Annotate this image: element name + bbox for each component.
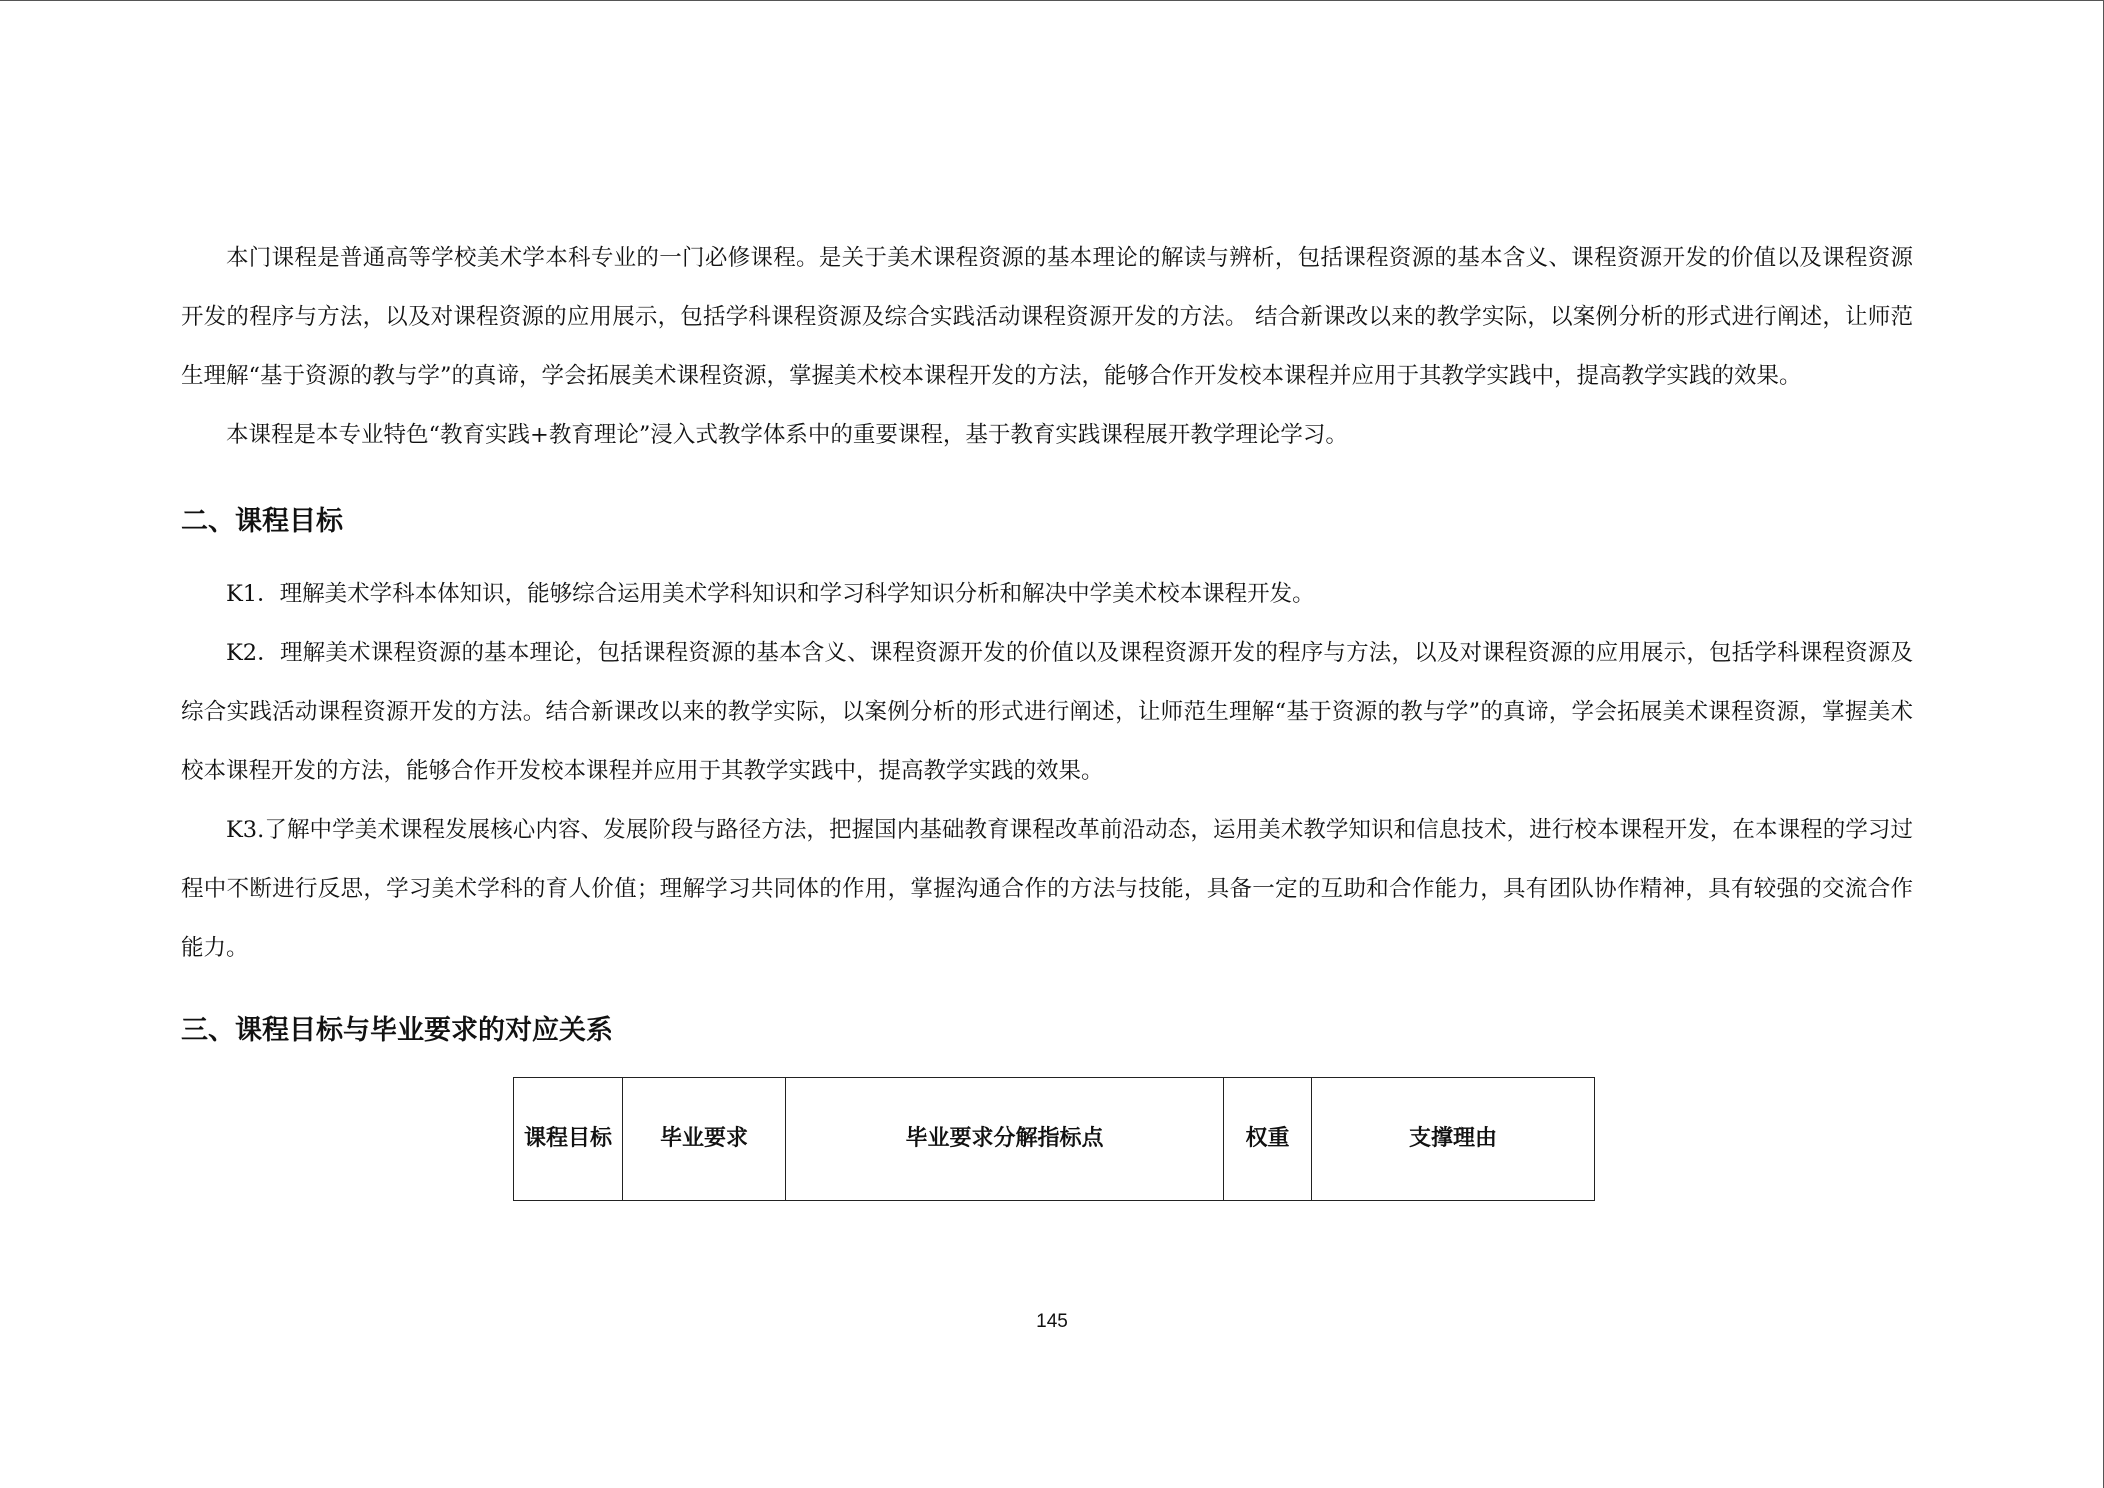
header-support-reason: 支撑理由 [1312,1078,1595,1201]
header-indicator-points: 毕业要求分解指标点 [786,1078,1224,1201]
objective-k3: K3.了解中学美术课程发展核心内容、发展阶段与路径方法，把握国内基础教育课程改革前沿动态，运用美术教学知识和信息技术，进行校本课程开发，在本课程的学习过程中不断进行反思，学习美术学科的育人价值；理解学习共同体的作用，掌握沟通合作的方法与技能，具备一定的互助和合作能力，具有团队协作精神，具有较强的交流合作能力。 [181,817,1913,961]
page-number: 145 [1036,1311,1068,1332]
section-heading-objectives-mapping: 三、课程目标与毕业要求的对应关系 [181,1014,613,1046]
header-course-objective: 课程目标 [514,1078,623,1201]
intro-paragraph-2: 本课程是本专业特色“教育实践+教育理论”浸入式教学体系中的重要课程，基于教育实践课程展开教学理论学习。 [226,422,1348,448]
objectives-requirements-table [513,1077,1595,1201]
table-header-row [514,1078,1595,1201]
header-weight: 权重 [1224,1078,1312,1201]
section-heading-course-objectives: 二、课程目标 [181,505,343,537]
intro-paragraph-1: 本门课程是普通高等学校美术学本科专业的一门必修课程。是关于美术课程资源的基本理论的解读与辨析，包括课程资源的基本含义、课程资源开发的价值以及课程资源开发的程序与方法，以及对课程资源的应用展示，包括学科课程资源及综合实践活动课程资源开发的方法。 结合新课改以来的教学实际，以案例分析的形式进行阐述，让师范生理解“基于资源的教与学”的真谛，学会拓展美术课程资源，掌握美术校本课程开发的方法，能够合作开发校本课程并应用于其教学实践中，提高教学实践的效果。 [181,245,1913,389]
header-graduation-requirement: 毕业要求 [623,1078,786,1201]
objective-k2: K2．理解美术课程资源的基本理论，包括课程资源的基本含义、课程资源开发的价值以及课程资源开发的程序与方法，以及对课程资源的应用展示，包括学科课程资源及综合实践活动课程资源开发的方法。结合新课改以来的教学实际，以案例分析的形式进行阐述，让师范生理解“基于资源的教与学”的真谛，学会拓展美术课程资源，掌握美术校本课程开发的方法，能够合作开发校本课程并应用于其教学实践中，提高教学实践的效果。 [181,640,1913,784]
objective-k1: K1．理解美术学科本体知识，能够综合运用美术学科知识和学习科学知识分析和解决中学美术校本课程开发。 [226,581,1315,607]
page-content [181,229,1913,1201]
